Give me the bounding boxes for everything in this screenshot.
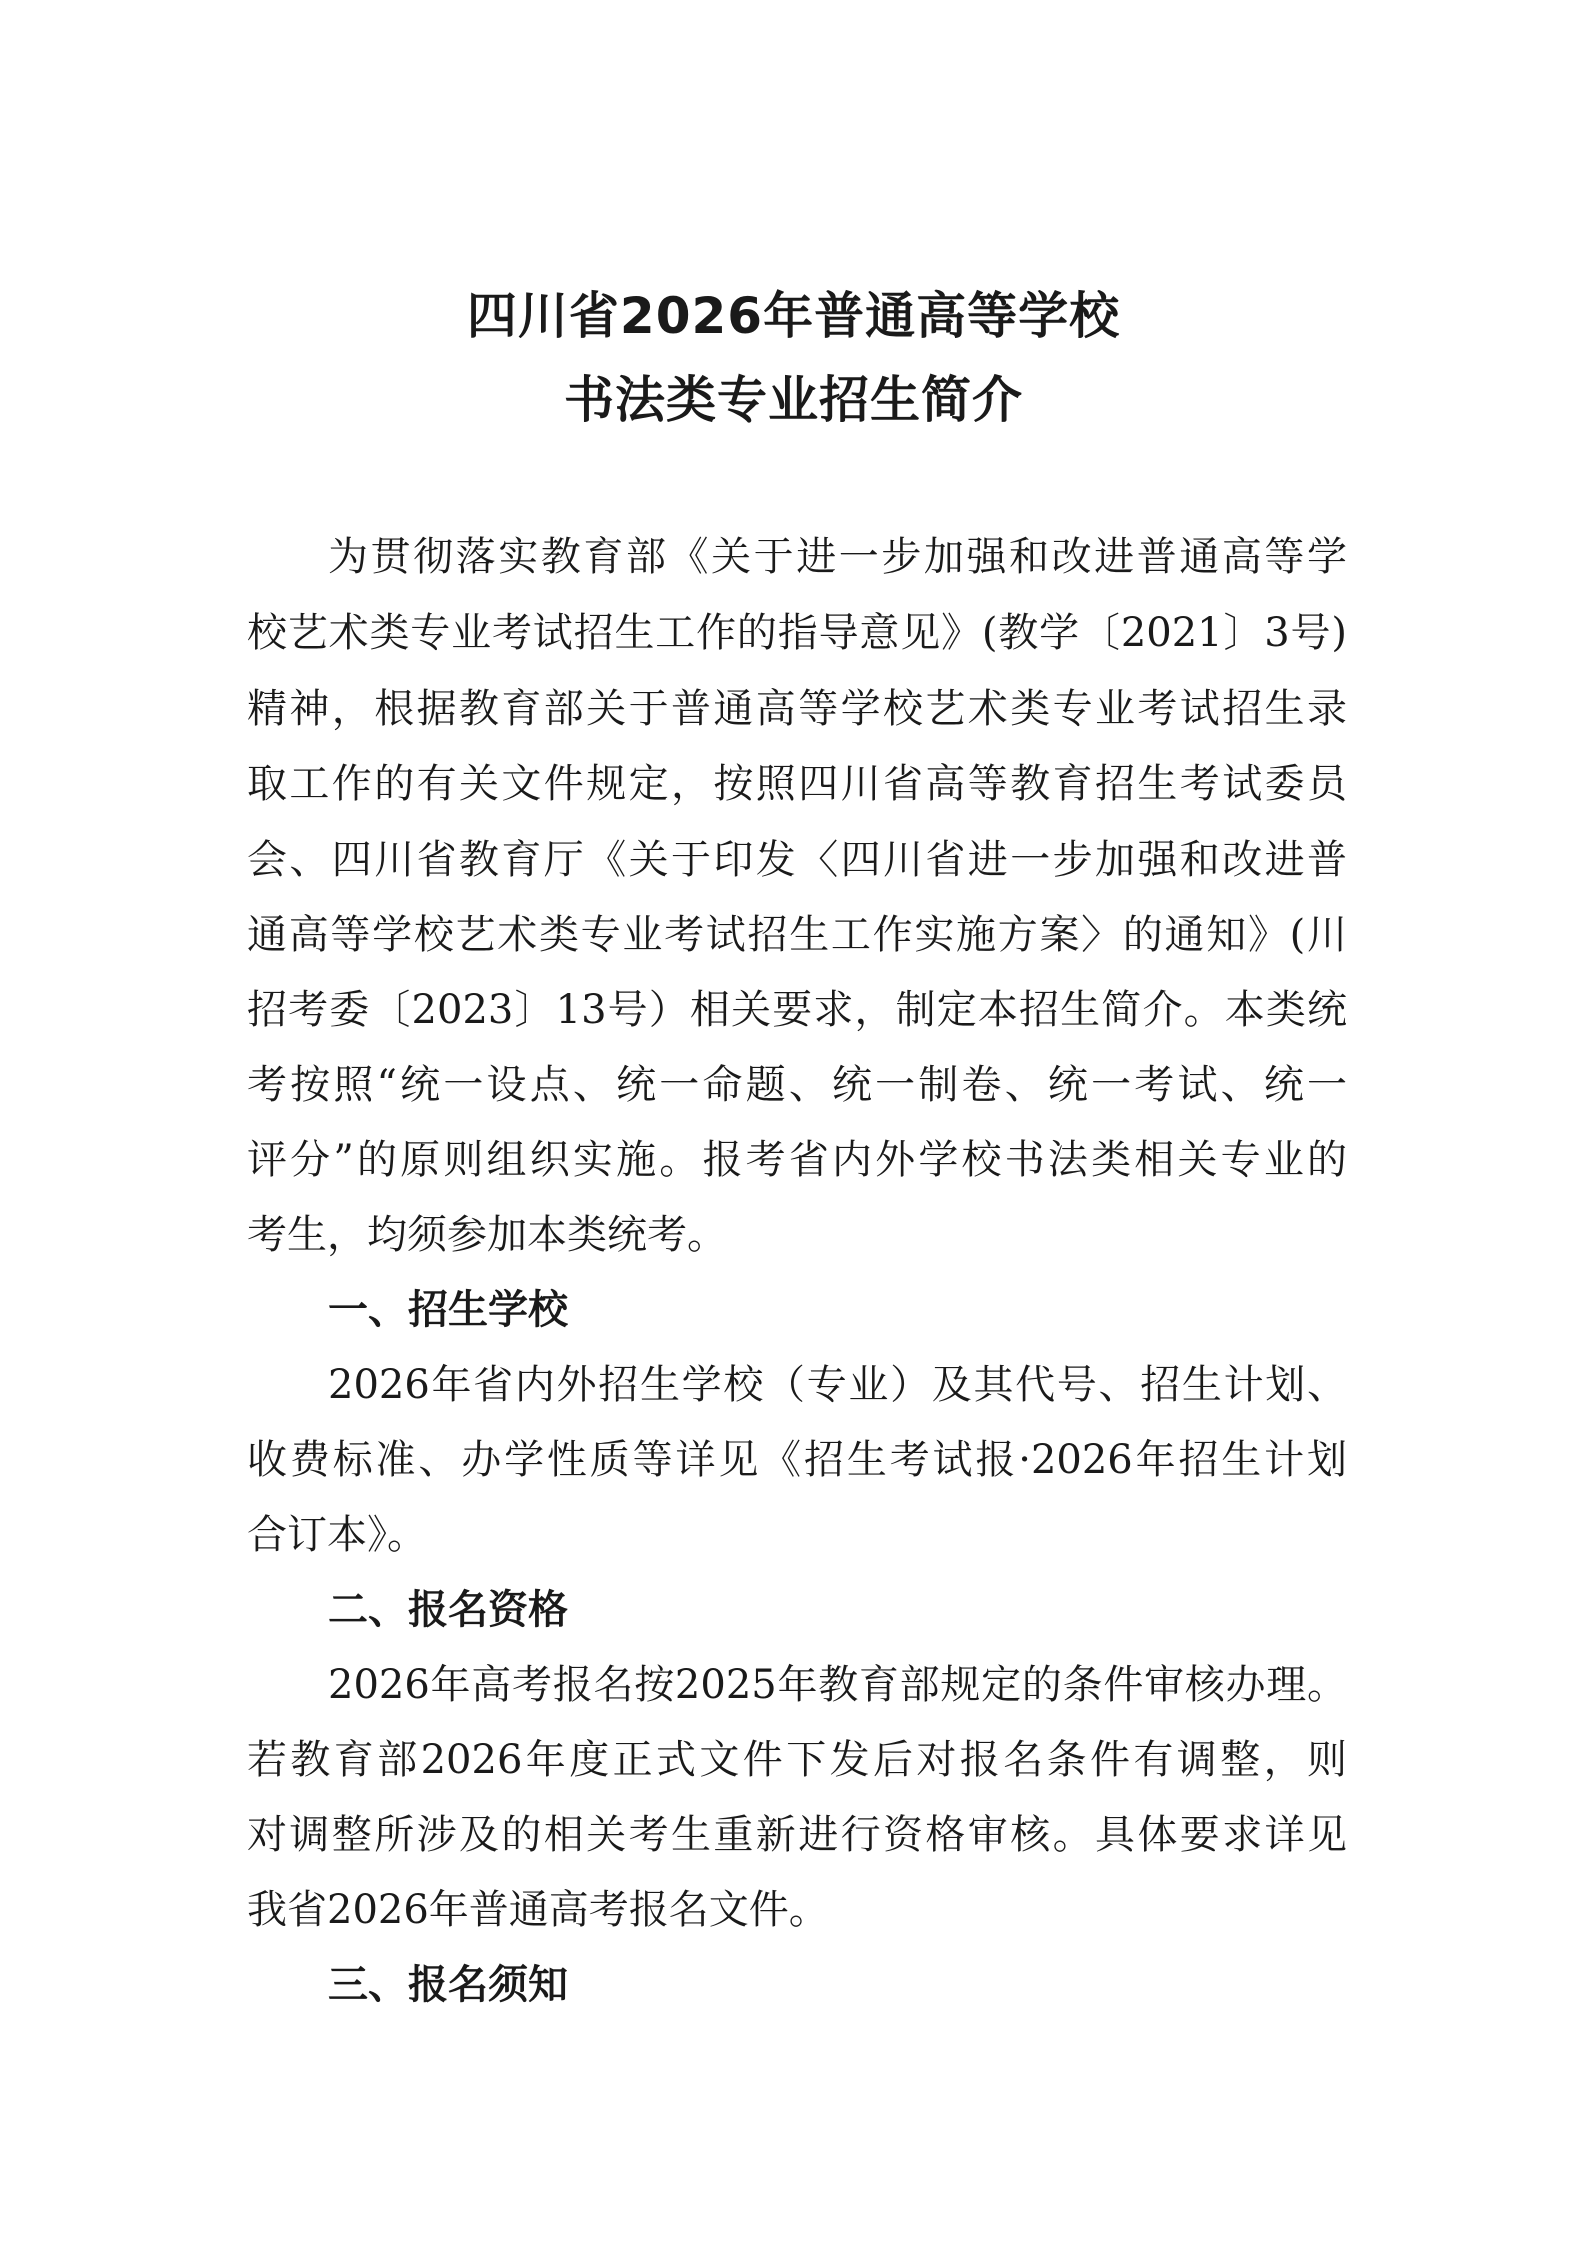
- section1-line: 收费标准、办学性质等详见《招生考试报·2026年招生计划: [247, 1437, 1347, 1483]
- section1-line: 2026年省内外招生学校（专业）及其代号、招生计划、: [328, 1362, 1347, 1408]
- section2-line: 若教育部2026年度正式文件下发后对报名条件有调整，则: [247, 1737, 1347, 1783]
- section-heading-schools: 一、招生学校: [328, 1287, 568, 1333]
- section2-line: 对调整所涉及的相关考生重新进行资格审核。具体要求详见: [247, 1812, 1347, 1858]
- section2-line: 2026年高考报名按2025年教育部规定的条件审核办理。: [328, 1662, 1347, 1708]
- section1-line: 合订本》。: [247, 1512, 427, 1558]
- intro-line: 取工作的有关文件规定，按照四川省高等教育招生考试委员: [247, 761, 1347, 807]
- intro-line: 考生，均须参加本类统考。: [247, 1212, 727, 1258]
- intro-line: 评分”的原则组织实施。报考省内外学校书法类相关专业的: [247, 1137, 1347, 1183]
- intro-line: 会、四川省教育厅《关于印发〈四川省进一步加强和改进普: [247, 837, 1347, 883]
- intro-line: 通高等学校艺术类专业考试招生工作实施方案〉的通知》(川: [247, 912, 1347, 958]
- document-title-line-2: 书法类专业招生简介: [564, 371, 1023, 429]
- section-heading-eligibility: 二、报名资格: [328, 1587, 568, 1633]
- document-title-line-1: 四川省2026年普通高等学校: [466, 287, 1121, 345]
- section2-line: 我省2026年普通高考报名文件。: [247, 1887, 829, 1933]
- intro-line: 校艺术类专业考试招生工作的指导意见》(教学〔2021〕3号): [247, 610, 1347, 656]
- intro-line: 精神，根据教育部关于普通高等学校艺术类专业考试招生录: [247, 686, 1347, 732]
- intro-line: 招考委〔2023〕13号）相关要求，制定本招生简介。本类统: [247, 987, 1347, 1033]
- intro-line: 为贯彻落实教育部《关于进一步加强和改进普通高等学: [328, 534, 1347, 580]
- section-heading-registration-notice: 三、报名须知: [328, 1962, 568, 2008]
- intro-line: 考按照“统一设点、统一命题、统一制卷、统一考试、统一: [247, 1062, 1347, 1108]
